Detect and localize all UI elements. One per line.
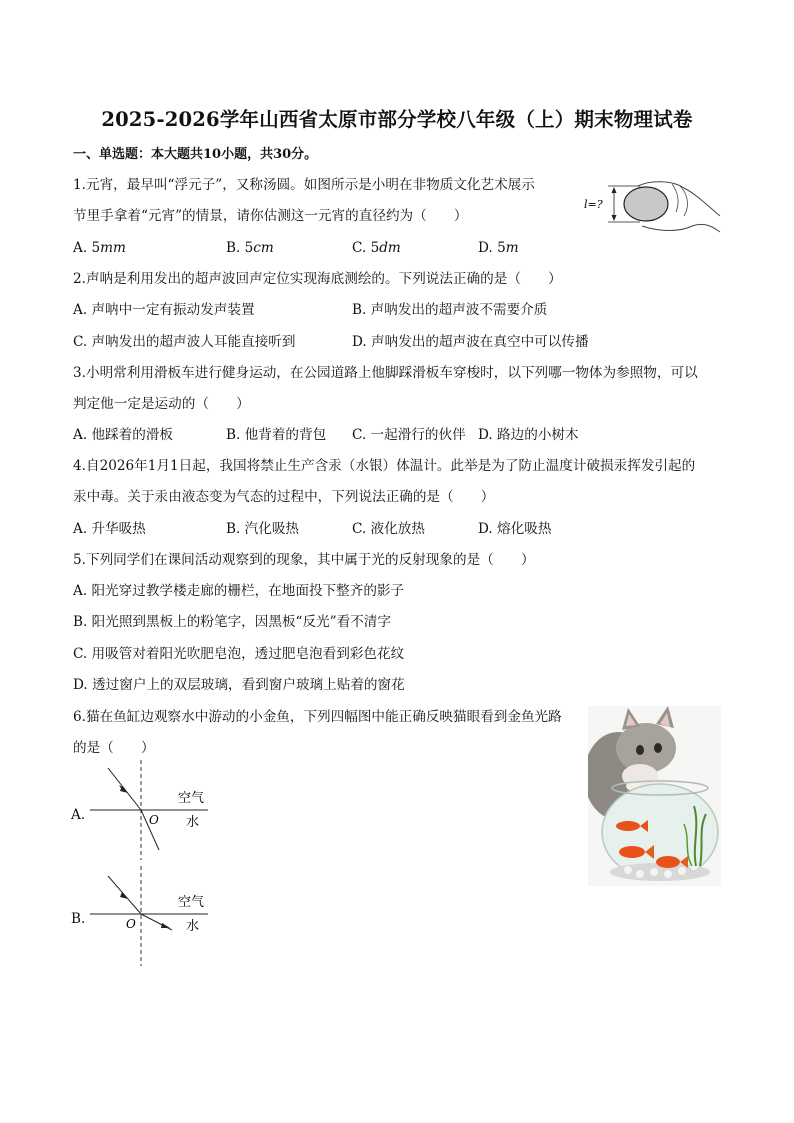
option-value: 5 xyxy=(370,240,380,256)
option-letter: A. xyxy=(73,240,92,256)
q6-diagram-a[interactable] xyxy=(86,760,216,860)
q2-option-b[interactable]: B. 声呐发出的超声波不需要介质 xyxy=(352,302,548,318)
q1-option-a[interactable] xyxy=(73,239,126,257)
air-label: 空气 xyxy=(178,895,205,910)
q3-stem-line1: 3.小明常利用滑板车进行健身运动，在公园道路上他脚踩滑板车穿梭时，以下列哪一物体为参照物，可以 xyxy=(73,365,698,381)
q1-option-b[interactable] xyxy=(226,239,274,257)
option-unit: cm xyxy=(253,240,274,256)
q4-option-a[interactable]: A. 升华吸热 xyxy=(73,521,146,537)
q5-stem: 5.下列同学们在课间活动观察到的现象，其中属于光的反射现象的是（ ） xyxy=(73,552,535,568)
section-heading: 一、单选题：本大题共10小题，共30分。 xyxy=(73,147,318,162)
option-letter: C. xyxy=(352,240,371,256)
q2-stem: 2.声呐是利用发出的超声波回声定位实现海底测绘的。下列说法正确的是（ ） xyxy=(73,271,562,287)
q5-option-c[interactable]: C. 用吸管对着阳光吹肥皂泡，透过肥皂泡看到彩色花纹 xyxy=(73,646,405,662)
q4-option-d[interactable]: D. 熔化吸热 xyxy=(478,521,552,537)
q6-stem-line2: 的是（ ） xyxy=(73,740,155,756)
cat-fishbowl-photo xyxy=(588,706,721,886)
q4-option-b[interactable]: B. 汽化吸热 xyxy=(226,521,300,537)
option-letter: D. xyxy=(478,240,498,256)
q4-stem-line2: 汞中毒。关于汞由液态变为气态的过程中，下列说法正确的是（ ） xyxy=(73,489,495,505)
q6-diagram-b[interactable] xyxy=(86,866,216,968)
q5-option-a[interactable]: A. 阳光穿过教学楼走廊的栅栏，在地面投下整齐的影子 xyxy=(73,583,405,599)
option-letter: B. xyxy=(226,240,245,256)
q6-stem-line1: 6.猫在鱼缸边观察水中游动的小金鱼，下列四幅图中能正确反映猫眼看到金鱼光路 xyxy=(73,709,562,725)
q5-option-d[interactable]: D. 透过窗户上的双层玻璃，看到窗户玻璃上贴着的窗花 xyxy=(73,677,405,693)
q6-option-a-letter[interactable]: A. xyxy=(71,807,86,823)
q1-option-d[interactable] xyxy=(478,239,519,257)
q1-stem-line2: 节里手拿着“元宵”的情景，请你估测这一元宵的直径约为（ ） xyxy=(73,208,468,224)
air-label: 空气 xyxy=(178,791,205,806)
q6-option-b-letter[interactable]: B. xyxy=(71,911,86,927)
q2-option-d[interactable]: D. 声呐发出的超声波在真空中可以传播 xyxy=(352,334,589,350)
option-value: 5 xyxy=(497,240,506,256)
q2-option-a[interactable]: A. 声呐中一定有振动发声装置 xyxy=(73,302,255,318)
option-value: 5 xyxy=(91,240,101,256)
q4-option-c[interactable]: C. 液化放热 xyxy=(352,521,425,537)
option-unit: m xyxy=(505,240,519,256)
q3-stem-line2: 判定他一定是运动的（ ） xyxy=(73,396,250,412)
q1-figure-label: l=? xyxy=(584,198,603,211)
q1-stem-line1: 1.元宵，最早叫“浮元子”，又称汤圆。如图所示是小明在非物质文化艺术展示 xyxy=(73,177,535,193)
point-o-label: O xyxy=(126,917,136,931)
q2-option-c[interactable]: C. 声呐发出的超声波人耳能直接听到 xyxy=(73,334,296,350)
q3-option-d[interactable]: D. 路边的小树木 xyxy=(478,427,579,443)
option-value: 5 xyxy=(244,240,254,256)
q3-option-c[interactable]: C. 一起滑行的伙伴 xyxy=(352,427,466,443)
q4-stem-line1: 4.自2026年1月1日起，我国将禁止生产含汞（水银）体温计。此举是为了防止温度计破损汞挥发引起的 xyxy=(73,458,696,474)
q3-option-b[interactable]: B. 他背着的背包 xyxy=(226,427,327,443)
q3-option-a[interactable]: A. 他踩着的滑板 xyxy=(73,427,174,443)
option-unit: mm xyxy=(100,240,126,256)
q1-option-c[interactable] xyxy=(352,239,401,257)
q1-hand-yuanxiao-figure xyxy=(580,176,724,236)
q5-option-b[interactable]: B. 阳光照到黑板上的粉笔字，因黑板“反光”看不清字 xyxy=(73,614,391,630)
option-unit: dm xyxy=(379,240,401,256)
water-label: 水 xyxy=(186,815,200,830)
page-title: 2025-2026学年山西省太原市部分学校八年级（上）期末物理试卷 xyxy=(101,108,693,131)
water-label: 水 xyxy=(186,919,200,934)
point-o-label: O xyxy=(149,813,159,827)
